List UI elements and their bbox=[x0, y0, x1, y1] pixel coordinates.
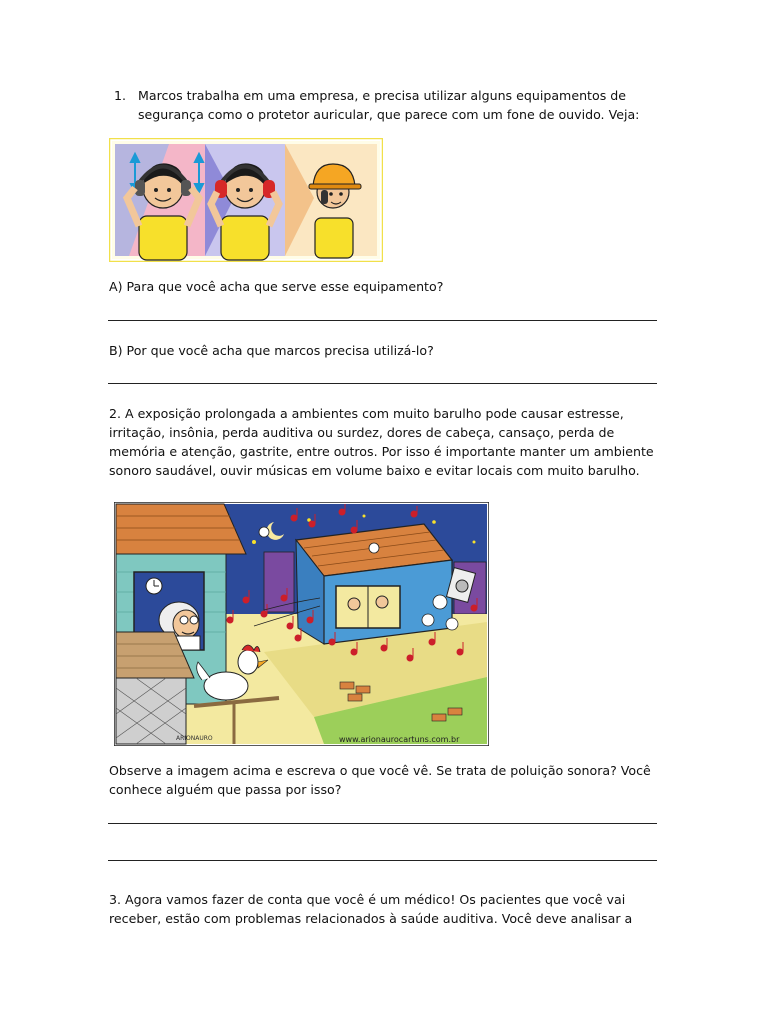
question-2-line-1: 2. A exposição prolongada a ambientes com muito barulho pode causar estresse, bbox=[109, 406, 624, 421]
question-2-line-3: memória e atenção, gastrite, entre outros. Por isso é importante manter um ambiente bbox=[109, 444, 654, 459]
answer-line-1a[interactable] bbox=[108, 320, 657, 321]
question-1-number: 1. bbox=[114, 88, 127, 103]
question-1-line-1: Marcos trabalha em uma empresa, e precisa utilizar alguns equipamentos de bbox=[138, 88, 627, 103]
answer-line-2b[interactable] bbox=[108, 860, 657, 861]
question-1-b: B) Por que você acha que marcos precisa utilizá-lo? bbox=[109, 343, 434, 358]
question-2-observe-line-2: conhece alguém que passa por isso? bbox=[109, 782, 342, 797]
question-2-line-4: sonoro saudável, ouvir músicas em volume baixo e evitar locais com muito barulho. bbox=[109, 463, 640, 478]
cartoon-signature: ARIONAURO bbox=[176, 735, 213, 742]
question-3-line-2: receber, estão com problemas relacionados à saúde auditiva. Você deve analisar a bbox=[109, 911, 633, 926]
question-2-line-2: irritação, insônia, perda auditiva ou surdez, dores de cabeça, cansaço, perda de bbox=[109, 425, 615, 440]
cartoon-watermark: www.arionaurocartuns.com.br bbox=[339, 735, 460, 744]
ear-protector-illustration bbox=[109, 138, 383, 262]
answer-line-1b[interactable] bbox=[108, 383, 657, 384]
question-1-line-2: segurança como o protetor auricular, que parece com um fone de ouvido. Veja: bbox=[138, 107, 640, 122]
question-2-observe-line-1: Observe a imagem acima e escreva o que você vê. Se trata de poluição sonora? Você bbox=[109, 763, 651, 778]
noise-pollution-cartoon bbox=[114, 502, 489, 746]
answer-line-2a[interactable] bbox=[108, 823, 657, 824]
question-1-a: A) Para que você acha que serve esse equipamento? bbox=[109, 279, 444, 294]
question-3-line-1: 3. Agora vamos fazer de conta que você é um médico! Os pacientes que você vai bbox=[109, 892, 626, 907]
